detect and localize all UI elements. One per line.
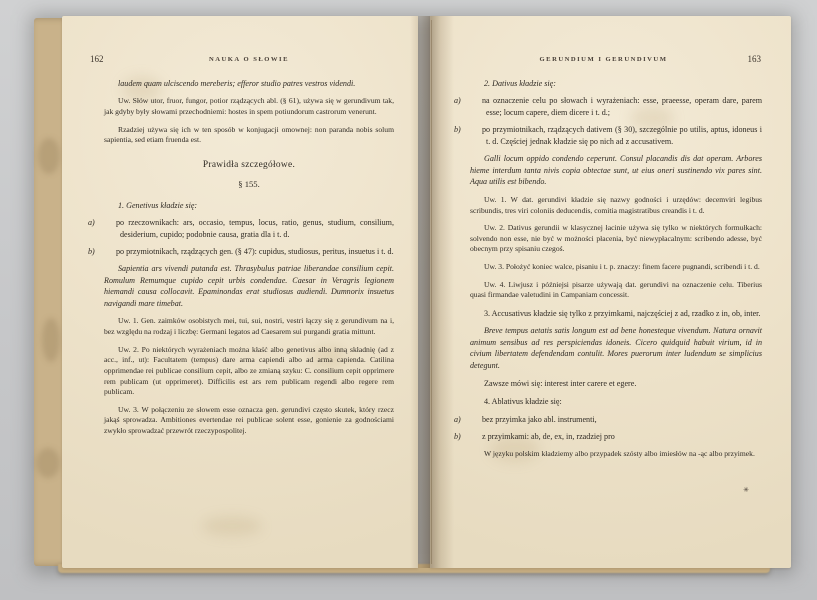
item-accusativus: 3. Accusativus kładzie się tylko z przyimkami, najczęściej z ad, rzadko z in, ob, inter. (484, 308, 761, 318)
running-head-right: GERUNDIUM I GERUNDIVUM (539, 56, 668, 63)
section-number-155: § 155. (238, 179, 260, 190)
right-page-header (430, 56, 791, 70)
item-2a-label: a) (454, 96, 461, 106)
item-2a-text: na oznaczenie celu po słowach i wyrażeniach: esse, praeesse, operam dare, parem esse; locum capere, diem dicere i t. d.; (482, 96, 762, 117)
open-book (34, 16, 791, 568)
left-page (62, 16, 418, 568)
item-1a (88, 217, 394, 240)
item-4b-label: b) (454, 432, 461, 442)
heading-detailed-rules: Prawidła szczegółowe. (202, 159, 296, 170)
item-genetivus: 1. Genetivus kładzie się: (118, 200, 198, 210)
note-conjugatio-periphrastica: Rzadziej używa się ich w ten sposób w konjugacji omownej: non paranda nobis solum sapientia, sed etiam fruenda est. (104, 124, 394, 145)
item-1b-label: b) (88, 246, 95, 256)
item-4a (454, 414, 762, 425)
item-4b (454, 431, 762, 442)
item-dativus: 2. Dativus kładzie się: (484, 79, 556, 88)
opening-quote-left: laudem quam ulciscendo mereberis; efferor studio patres vestros videndi. (118, 79, 356, 88)
right-page-text-column (454, 78, 762, 466)
item-4a-text: bez przyimka jako abl. instrumenti, (482, 414, 597, 424)
item-1b (88, 246, 394, 257)
right-uw-2: Uw. 2. Dativus gerundii w klasycznej łacinie używa się tylko w niektórych formułkach: solvendo non esse, nie być w możności płacenia, być niewypłacalnym: scribendo adesse, być obecnym przy spisaniu czegoś. (470, 223, 762, 254)
always-note: Zawsze mówi się: interest inter carere et egere. (484, 379, 637, 389)
item-1a-text: po rzeczownikach: ars, occasio, tempus, locus, ratio, genus, studium, consilium, desiderium, cupido; podobnie causa, gratia dla i t. d. (116, 218, 394, 239)
item-1b-text: po przymiotnikach, rządzących gen. (§ 47): cupidus, studiosus, peritus, insuetus i t. d. (116, 246, 394, 256)
latin-examples-right-1: Galli locum oppido condendo ceperunt. Consul placandis dis dat operam. Arbores hieme interdum tanta nivis copia obtectae sunt, ut eius oneri sustinendo vix pares sint. Aqua utilis est bibendo. (470, 154, 762, 187)
item-2b (454, 124, 762, 147)
latin-examples-left: Sapientia ars vivendi putanda est. Thrasybulus patriae liberandae consilium cepit. Romulum Remumque cupido cepit urbis condendae. Caesar in Veragris legionem hiemandi causa collocavit. Epaminondas erat studiosus audiendi. Dumnorix insuetus navigandi mare timebat. (104, 264, 394, 308)
closing-paragraph: W języku polskim kładziemy albo przypadek szósty albo imiesłów na -ąc albo przyimek. (484, 448, 755, 458)
folio-left: 162 (90, 54, 104, 64)
item-2a (454, 95, 762, 118)
note-utor-fruor: Uw. Słów utor, fruor, fungor, potior rządzących abl. (§ 61), używa się w gerundivum tak, jak gdyby były słowami przechodniemi: hostes in spem potiundorum castrorum venerunt. (104, 96, 394, 117)
right-uw-4: Uw. 4. Liwjusz i późniejsi pisarze używają dat. gerundivi na oznaczenie celu. Tiberius quasi firmandae valetudini in Campaniam concessit. (470, 279, 762, 300)
folio-right: 163 (747, 54, 761, 64)
left-uw-3: Uw. 3. W połączeniu ze słowem esse oznacza gen. gerundivi często skutek, który rzecz jakąś sprowadza. Ambitiones evertendae rei publicae solent esse, gonienie za godnościami zwykło sprowadzać przewrót rzeczypospolitej. (104, 404, 394, 436)
left-uw-2: Uw. 2. Po niektórych wyrażeniach można kłaść albo genetivus albo inną składnię (ad z acc., inf., ut): Facultatem (tempus) dare arma capiendi albo ad arma capienda. Catilina opprimendae rei publicae consilium cepit, albo ze zmianą szyku: C. consilium cepit opprimere rem publicam (ut opprimeret). Difficilis est ars rem publicam regendi albo regere rem publicam. (104, 344, 394, 397)
right-uw-3: Uw. 3. Położyć koniec walce, pisaniu i t. p. znaczy: finem facere pugnandi, scribendi i t. d. (484, 262, 760, 271)
running-head-left: NAUKA O SŁOWIE (209, 56, 289, 63)
asterisk-mark: ✳ (743, 486, 749, 494)
right-uw-1: Uw. 1. W dat. gerundivi kładzie się nazwy godności i urzędów: decemviri legibus scribundis, tres viri coloniis deducendis, comitia magistratibus creandis i t. d. (470, 194, 762, 215)
item-2b-text: po przymiotnikach, rządzących dativem (§ 30), szczególnie po utilis, aptus, idoneus i t. d. Częściej jednak kładzie się po nich ad z accusativem. (482, 125, 762, 146)
item-ablativus: 4. Ablativus kładzie się: (484, 397, 562, 407)
left-uw-1: Uw. 1. Gen. zaimków osobistych mei, tui, sui, nostri, vestri łączy się z gerundivum na i, bez względu na rodzaj i liczbę: Germani legatos ad Caesarem sui purgandi gratia mittunt. (104, 316, 394, 337)
item-4b-text: z przyimkami: ab, de, ex, in, rzadziej pro (482, 432, 615, 442)
latin-examples-right-2: Breve tempus aetatis satis longum est ad bene honesteque vivendum. Natura ornavit animum sensibus ad res perspiciendas idoneis. Cicero quidquid habuit virium, id in civium libertatem defendendam contulit. Mores puerorum inter ludendum se simplicius detegunt. (470, 326, 762, 370)
item-4a-label: a) (454, 414, 461, 424)
left-page-header (62, 56, 418, 70)
item-2b-label: b) (454, 125, 461, 135)
right-page (430, 16, 791, 568)
left-page-text-column (88, 78, 394, 444)
item-1a-label: a) (88, 218, 95, 228)
